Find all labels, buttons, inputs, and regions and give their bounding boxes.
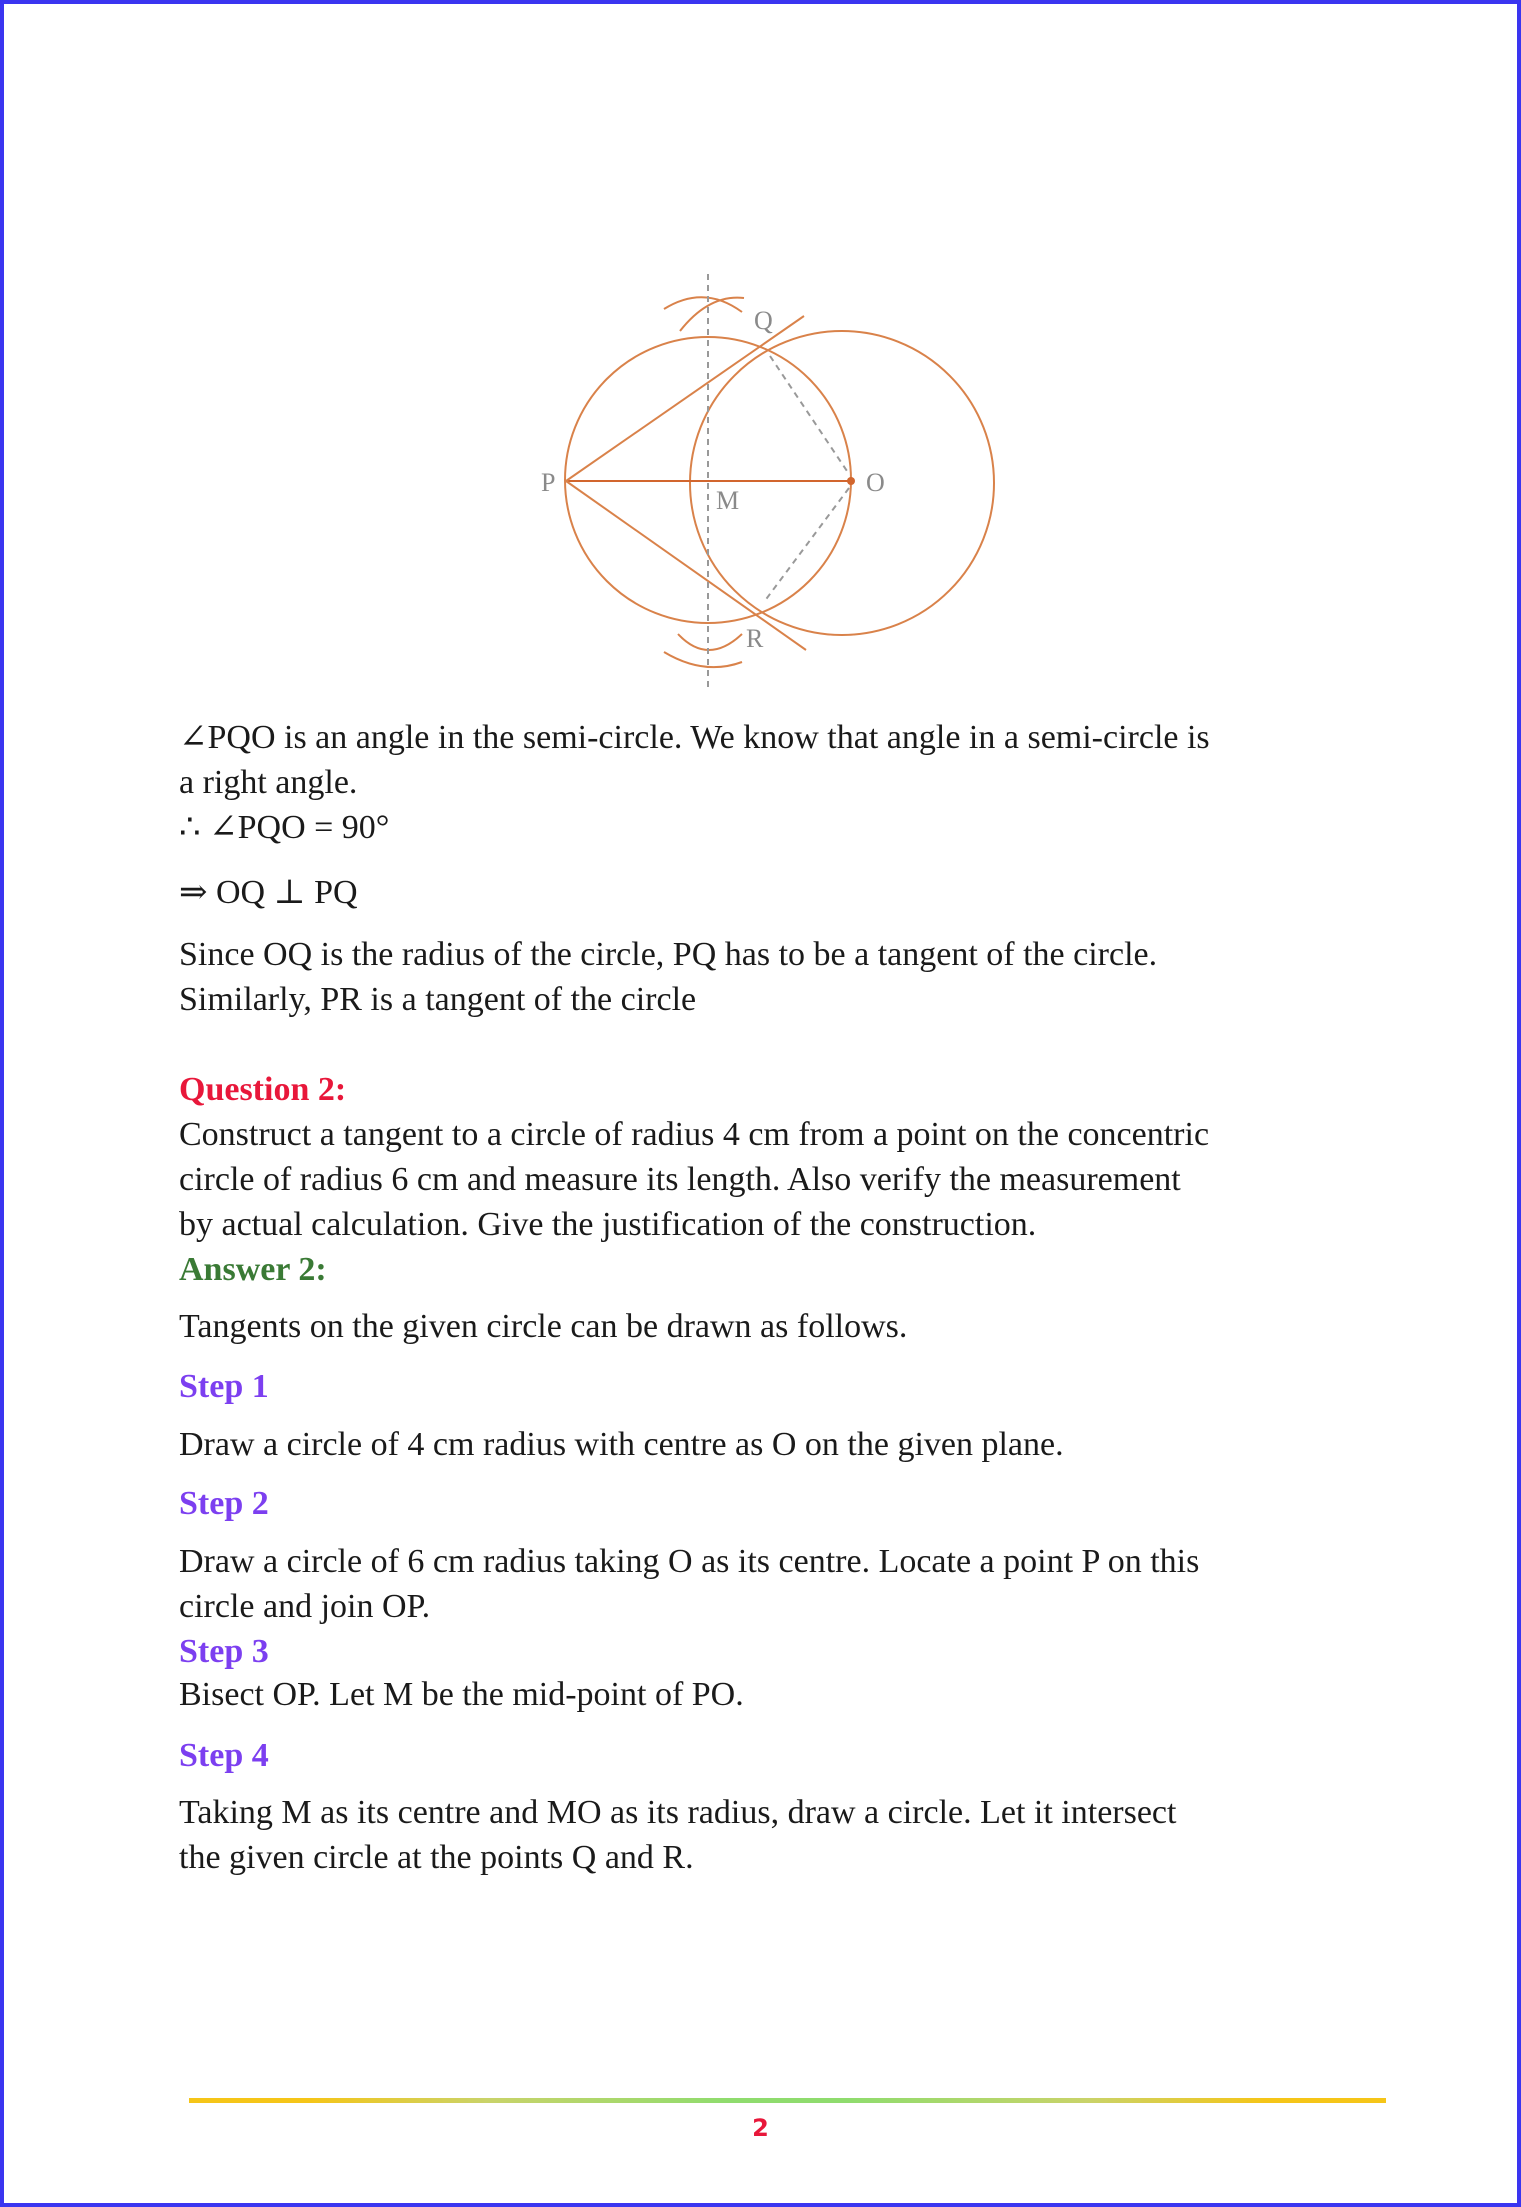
arc-bottom (664, 652, 742, 667)
text-line: ⇒ OQ ⊥ PQ (179, 874, 358, 911)
construction-diagram (504, 254, 1024, 704)
answer-intro: Tangents on the given circle can be drawn as follows. (179, 1308, 908, 1345)
step-2-text: circle and join OP. (179, 1588, 431, 1625)
label-o: O (866, 468, 885, 497)
page-number: 2 (752, 2114, 769, 2142)
step-1-label: Step 1 (179, 1368, 269, 1405)
text-line: Since OQ is the radius of the circle, PQ has to be a tangent of the circle. (179, 936, 1158, 973)
answer-heading: Answer 2: (179, 1251, 327, 1288)
label-p: P (541, 468, 556, 497)
question-heading: Question 2: (179, 1071, 347, 1108)
text-line: ∴ ∠PQO = 90° (179, 809, 390, 846)
step-3-text: Bisect OP. Let M be the mid-point of PO. (179, 1676, 744, 1713)
step-2-label: Step 2 (179, 1485, 269, 1522)
arc-top-2 (680, 298, 744, 331)
tangent-pq (566, 316, 804, 481)
text-line: Similarly, PR is a tangent of the circle (179, 981, 697, 1018)
step-4-text: the given circle at the points Q and R. (179, 1839, 694, 1876)
radius-oq (770, 356, 849, 474)
step-2-text: Draw a circle of 6 cm radius taking O as its centre. Locate a point P on this (179, 1543, 1200, 1580)
question-text: circle of radius 6 cm and measure its length. Also verify the measurement (179, 1161, 1181, 1198)
label-q: Q (754, 306, 773, 335)
step-3-label: Step 3 (179, 1633, 269, 1670)
text-line: a right angle. (179, 764, 358, 801)
arc-bottom-2 (678, 634, 742, 650)
label-m: M (716, 486, 740, 515)
question-text: Construct a tangent to a circle of radius 4 cm from a point on the concentric (179, 1116, 1210, 1153)
step-4-text: Taking M as its centre and MO as its radius, draw a circle. Let it intersect (179, 1794, 1177, 1831)
step-1-text: Draw a circle of 4 cm radius with centre as O on the given plane. (179, 1426, 1064, 1463)
step-4-label: Step 4 (179, 1737, 269, 1774)
question-text: by actual calculation. Give the justification of the construction. (179, 1206, 1037, 1243)
tangent-pr (566, 481, 806, 650)
label-r: R (746, 624, 764, 653)
footer-divider (189, 2098, 1386, 2103)
circle-centre-o (690, 331, 994, 635)
text-line: ∠PQO is an angle in the semi-circle. We know that angle in a semi-circle is (179, 719, 1210, 756)
